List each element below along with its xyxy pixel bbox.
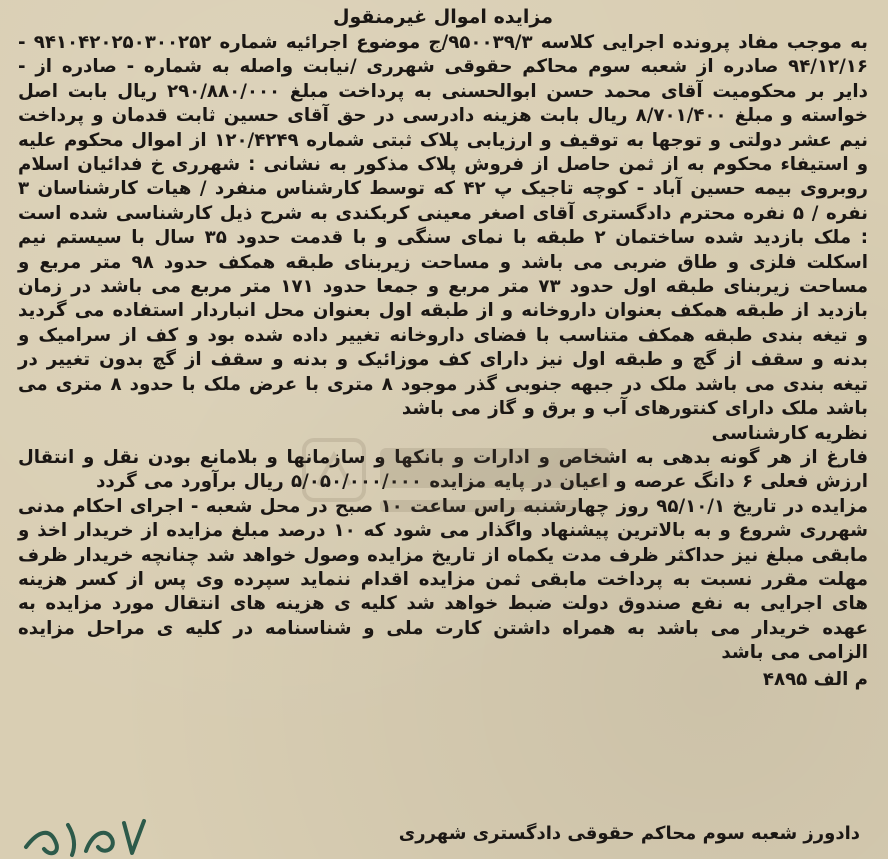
notice-main-paragraph: به موجب مفاد پرونده اجرایی کلاسه ۹۵۰۰۳۹/۳/ج موضوع اجرائیه شماره ۹۴۱۰۴۲۰۲۵۰۳۰۰۲۵۲ - ۹۴/۱۲/۱۶ صادره از شعبه سوم محاکم حقوقی شهرری /نیابت واصله به شماره - صادره از - دایر بر محکومیت آقای محمد حسن ابوالحسنی به پرداخت مبلغ ۲۹۰/۸۸۰/۰۰۰ ریال بابت اصل خواسته و مبلغ ۸/۷۰۱/۴۰۰ ریال بابت هزینه دادرسی در حق آقای حسین ثابت قدمان و پرداخت نیم عشر دولتی و توجها به توقیف و ارزیابی پلاک ثبتی شماره ۱۲۰/۴۲۴۹ از اموال محکوم علیه و استیفاء محکوم به از ثمن حاصل از فروش پلاک مذکور به نشانی : شهرری خ فدائیان اسلام روبروی بیمه حسین آباد - کوچه تاجیک پ ۴۲ که توسط کارشناس منفرد / هیات کارشناسان ۳ نفره / ۵ نفره محترم دادگستری آقای اصغر معینی کربکندی به شرح ذیل کارشناسی شده است : ملک بازدید شده ساختمان ۲ طبقه با نمای سنگی و با قدمت حدود ۳۵ سال با سیستم نیم اسکلت فلزی و طاق ضربی می باشد و مساحت زیربنای طبقه همکف حدود ۹۸ متر مربع و مساحت زیربنای طبقه اول حدود ۷۳ متر مربع و جمعا حدود ۱۷۱ متر مربع می باشد در زمان بازدید از طبقه همکف بعنوان داروخانه و از طبقه اول بعنوان محل انباردار استفاده می گردید و تیغه بندی طبقه همکف متناسب با فضای داروخانه تغییر داده شده بود و کف از سرامیک و بدنه و سقف از گچ و طبقه اول نیز دارای کف موزائیک و بدنه و سقف از گچ بدون تغییر در تیغه بندی می باشد ملک در جبهه جنوبی گذر موجود ۸ متری با عرض ملک با حدود ۸ متری می باشد ملک دارای کنتورهای آب و برق و گاز می باشد <box>18 32 869 420</box>
reference-code: م الف ۴۸۹۵ <box>762 668 868 690</box>
auction-notice <box>18 6 868 853</box>
appraisal-paragraph: فارغ از هر گونه بدهی به اشخاص و ادارات و بانکها و سازمانها و بلامانع بودن نقل و انتقال ارزش فعلی ۶ دانگ عرصه و اعیان در پایه مزایده ۵/۰۵۰/۰۰۰/۰۰۰ ریال برآورد می گردد <box>18 446 868 493</box>
appraisal-subheading: نظریه کارشناسی <box>711 422 868 444</box>
handwritten-page-mark <box>20 813 150 859</box>
signature-line: دادورز شعبه سوم محاکم حقوقی دادگستری شهرری <box>398 823 860 844</box>
auction-terms-paragraph: مزایده در تاریخ ۹۵/۱۰/۱ روز چهارشنبه راس ساعت ۱۰ صبح در محل شعبه - اجرای احکام مدنی شهرری شروع و به بالاترین پیشنهاد واگذار می شود که ۱۰ درصد مبلغ مزایده از خریدار اخذ و مابقی مبلغ نیز حداکثر ظرف مدت یکماه از تاریخ مزایده وصول خواهد شد چنانچه خریدار ظرف مهلت مقرر نسبت به پرداخت مابقی ثمن مزایده اقدام ننماید سپرده وی پس از کسر هزینه های اجرایی به نفع صندوق دولت ضبط خواهد شد کلیه ی هزینه های انتقال مورد مزایده به عهده خریدار می باشد به همراه داشتن کارت ملی و شناسنامه در کلیه ی مراحل مزایده الزامی می باشد <box>18 495 868 664</box>
notice-title: مزایده اموال غیرمنقول <box>333 6 553 28</box>
